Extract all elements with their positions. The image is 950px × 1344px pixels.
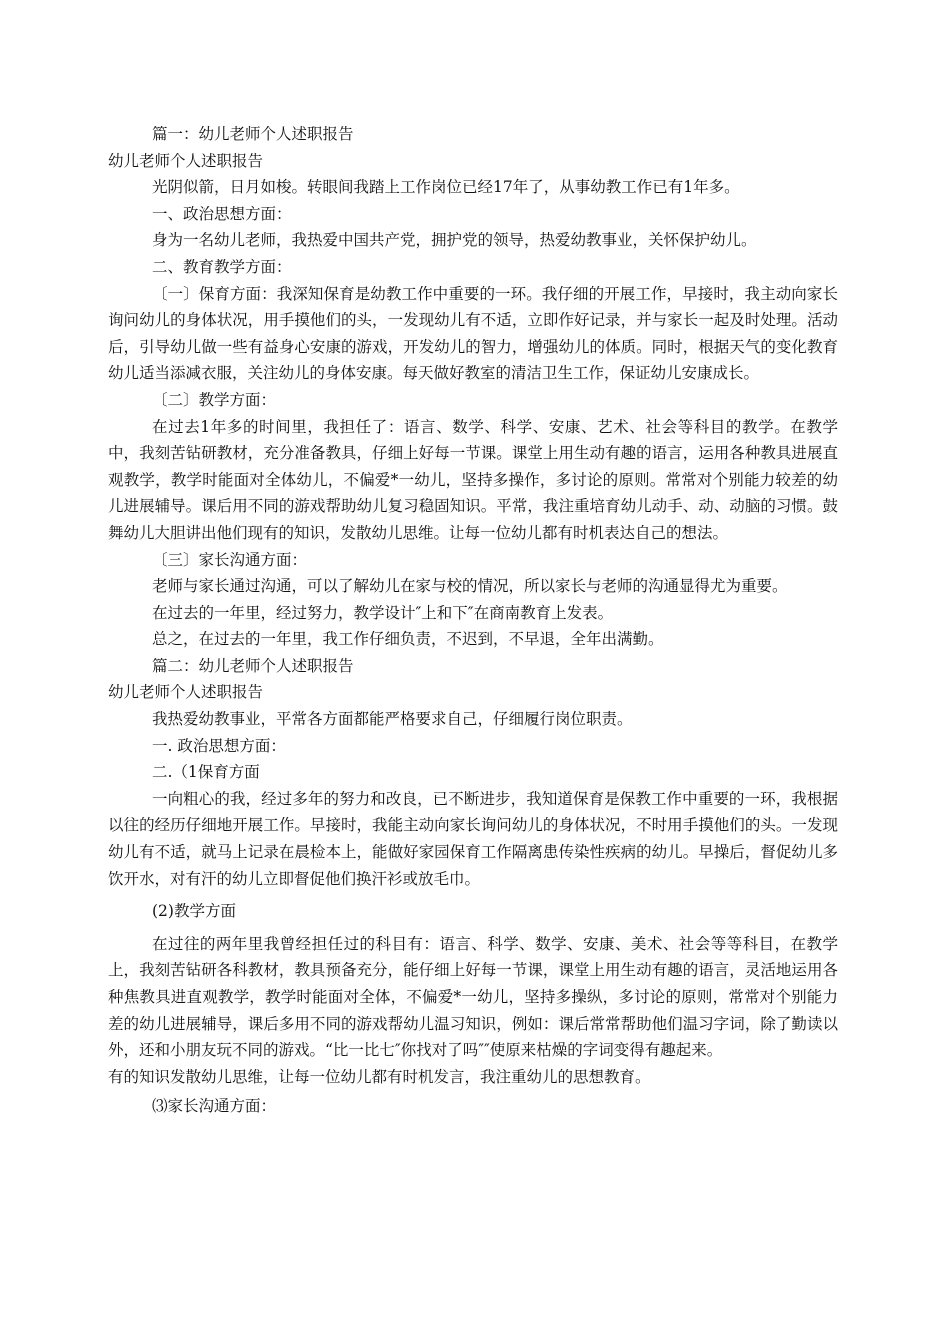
paragraph: 老师与家长通过沟通，可以了解幼儿在家与校的情况，所以家长与老师的沟通显得尤为重要。 bbox=[152, 577, 788, 596]
paragraph: 在过去1年多的时间里，我担任了：语言、数学、科学、安康、艺术、社会等科目的教学。在教学中，我刻苦钻研教材，充分准备教具，仔细上好每一节课。课堂上用生动有趣的语言，运用各种教具进展直观教学，教学时能面对全体幼儿，不偏爱*一幼儿，坚持多操作，多讨论的原则。常常对个别能力较差的幼儿进展辅导。课后用不同的游戏帮助幼儿复习稳固知识。平常，我注重培育幼儿动手、动、动脑的习惯。鼓舞幼儿大胆讲出他们现有的知识，发散幼儿思维。让每一位幼儿都有时机表达自己的想法。 bbox=[108, 417, 838, 542]
paragraph: 篇一：幼儿老师个人述职报告 bbox=[152, 125, 354, 143]
paragraph: 一向粗心的我，经过多年的努力和改良，已不断进步，我知道保育是保教工作中重要的一环，我根据以往的经历仔细地开展工作。早接时，我能主动向家长询问幼儿的身体状况，不时用手摸他们的头。一发现幼儿有不适，就马上记录在晨检本上，能做好家园保育工作隔离患传染性疾病的幼儿。早操后，督促幼儿多饮开水，对有汗的幼儿立即督促他们换汗衫或放毛巾。 bbox=[108, 789, 838, 888]
heading-line: 幼儿老师个人述职报告 bbox=[108, 683, 264, 702]
paragraph: 一. 政治思想方面： bbox=[152, 736, 286, 755]
paragraph: 身为一名幼儿老师，我热爱中国共产党，拥护党的领导，热爱幼教事业，关怀保护幼儿。 bbox=[152, 231, 757, 250]
paragraph: 光阴似箭，日月如梭。转眼间我踏上工作岗位已经17年了，从事幼教工作已有1年多。 bbox=[152, 178, 740, 197]
paragraph: 总之，在过去的一年里，我工作仔细负责，不迟到，不早退，全年出满勤。 bbox=[152, 630, 664, 649]
paragraph: 在过去的一年里，经过努力，教学设计″上和下″在商南教育上发表。 bbox=[152, 603, 614, 622]
paragraph: 〔三〕家长沟通方面： bbox=[152, 550, 308, 569]
paragraph: (2)教学方面 bbox=[152, 902, 236, 921]
paragraph: 我热爱幼教事业，平常各方面都能严格要求自己，仔细履行岗位职责。 bbox=[152, 710, 633, 729]
paragraph: 〔二〕教学方面： bbox=[152, 390, 277, 409]
heading-line: 有的知识发散幼儿思维，让每一位幼儿都有时机发言，我注重幼儿的思想教育。 bbox=[108, 1067, 651, 1086]
paragraph: 篇二：幼儿老师个人述职报告 bbox=[152, 656, 354, 675]
paragraph: ⑶家长沟通方面： bbox=[152, 1097, 277, 1116]
paragraph: 〔一〕保育方面：我深知保育是幼教工作中重要的一环。我仔细的开展工作，早接时，我主动向家长询问幼儿的身体状况，用手摸他们的头，一发现幼儿有不适，立即作好记录，并与家长一起及时处理。活动后，引导幼儿做一些有益身心安康的游戏，开发幼儿的智力，增强幼儿的体质。同时，根据天气的变化教育幼儿适当添减衣服，关注幼儿的身体安康。每天做好教室的清洁卫生工作，保证幼儿安康成长。 bbox=[108, 284, 838, 383]
document-body bbox=[108, 121, 838, 1120]
paragraph: 二.（1保育方面 bbox=[152, 763, 260, 782]
paragraph: 一、政治思想方面： bbox=[152, 204, 292, 223]
heading-line: 幼儿老师个人述职报告 bbox=[108, 151, 264, 170]
paragraph: 在过往的两年里我曾经担任过的科目有：语言、科学、数学、安康、美术、社会等等科目，在教学上，我刻苦钻研各科教材，教具预备充分，能仔细上好每一节课，课堂上用生动有趣的语言，灵活地运用各种焦教具进直观教学，教学时能面对全体，不偏爱*一幼儿，坚持多操纵，多讨论的原则，常常对个别能力差的幼儿进展辅导，课后多用不同的游戏帮幼儿温习知识，例如：课后常常帮助他们温习字词，除了勤读以外，还和小朋友玩不同的游戏。“比一比七″你找对了吗″″使原来枯燥的字词变得有趣起来。 bbox=[108, 934, 838, 1060]
paragraph: 二、教育教学方面： bbox=[152, 257, 292, 276]
